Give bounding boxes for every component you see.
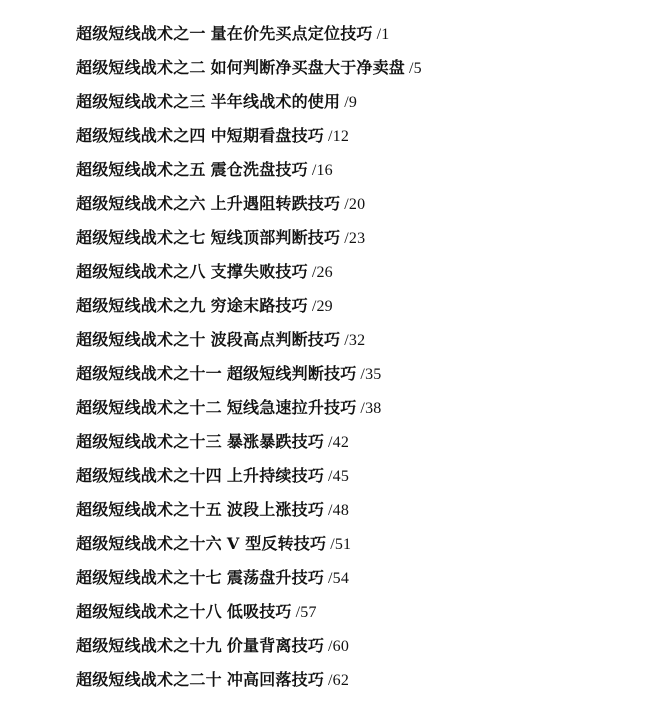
toc-entry-prefix: 超级短线战术之二十 — [76, 670, 222, 689]
toc-entry-title: V 型反转技巧 — [226, 534, 327, 553]
toc-entry — [76, 221, 636, 255]
toc-entry-page: /48 — [328, 502, 350, 519]
toc-entry — [76, 323, 636, 357]
toc-entry-page: /35 — [360, 366, 382, 383]
toc-entry — [76, 153, 636, 187]
toc-entry-title: 量在价先买点定位技巧 — [210, 24, 373, 43]
toc-entry-prefix: 超级短线战术之八 — [76, 262, 206, 281]
toc-entry — [76, 119, 636, 153]
toc-entry — [76, 187, 636, 221]
toc-entry-prefix: 超级短线战术之二 — [76, 58, 206, 77]
toc-entry — [76, 391, 636, 425]
toc-entry — [76, 51, 636, 85]
toc-entry-title: 上升持续技巧 — [226, 466, 325, 485]
toc-entry-title: 超级短线判断技巧 — [226, 364, 357, 383]
toc-entry-title: 半年线战术的使用 — [210, 92, 341, 111]
toc-entry-page: /57 — [295, 604, 317, 621]
toc-entry — [76, 527, 636, 561]
toc-entry-title: 穷途末路技巧 — [210, 296, 308, 315]
toc-entry-page: /60 — [328, 638, 350, 655]
toc-entry — [76, 17, 636, 51]
toc-entry-title: 短线顶部判断技巧 — [210, 228, 341, 247]
toc-entry-page: /32 — [344, 332, 366, 349]
toc-entry-prefix: 超级短线战术之十六 — [76, 534, 222, 553]
toc-entry-title: 波段上涨技巧 — [226, 500, 325, 519]
toc-entry — [76, 255, 636, 289]
toc-entry-title: 支撑失败技巧 — [210, 262, 308, 281]
toc-entry-title: 价量背离技巧 — [226, 636, 325, 655]
toc-entry-title: 暴涨暴跌技巧 — [226, 432, 325, 451]
toc-entry-prefix: 超级短线战术之五 — [76, 160, 206, 179]
toc-entry — [76, 289, 636, 323]
toc-entry-title: 震荡盘升技巧 — [226, 568, 325, 587]
toc-entry-page: /62 — [328, 672, 350, 689]
toc-entry-page: /16 — [311, 162, 333, 179]
toc-entry — [76, 459, 636, 493]
toc-entry-prefix: 超级短线战术之十七 — [76, 568, 222, 587]
toc-entry-title: 如何判断净买盘大于净卖盘 — [210, 58, 406, 77]
toc-entry-page: /5 — [409, 60, 422, 77]
toc-entry-page: /54 — [328, 570, 350, 587]
toc-entry-title: 低吸技巧 — [226, 602, 292, 621]
toc-entry-prefix: 超级短线战术之十四 — [76, 466, 222, 485]
toc-entry-prefix: 超级短线战术之十五 — [76, 500, 222, 519]
toc-entry-page: /20 — [344, 196, 366, 213]
toc-entry-page: /23 — [344, 230, 366, 247]
toc-entry — [76, 595, 636, 629]
toc-entry-prefix: 超级短线战术之十二 — [76, 398, 222, 417]
toc-entry-prefix: 超级短线战术之十 — [76, 330, 206, 349]
toc-entry-prefix: 超级短线战术之七 — [76, 228, 206, 247]
toc-entry-title: 上升遇阻转跌技巧 — [210, 194, 341, 213]
toc-entry-page: /38 — [360, 400, 382, 417]
toc-entry-prefix: 超级短线战术之三 — [76, 92, 206, 111]
toc-entry-prefix: 超级短线战术之十三 — [76, 432, 222, 451]
toc-entry-title: 波段高点判断技巧 — [210, 330, 341, 349]
toc-entry-page: /9 — [344, 94, 358, 111]
toc-entry — [76, 629, 636, 663]
toc-entry-prefix: 超级短线战术之十八 — [76, 602, 222, 621]
toc-entry-page: /26 — [311, 264, 333, 281]
toc-entry-title: 中短期看盘技巧 — [210, 126, 325, 145]
toc-entry — [76, 493, 636, 527]
toc-entry-page: /12 — [328, 128, 350, 145]
toc-entry — [76, 85, 636, 119]
toc-entry-prefix: 超级短线战术之一 — [76, 24, 206, 43]
toc-entry-prefix: 超级短线战术之九 — [76, 296, 206, 315]
toc-entry — [76, 561, 636, 595]
toc-entry-prefix: 超级短线战术之十一 — [76, 364, 222, 383]
toc-entry — [76, 357, 636, 391]
toc-entry — [76, 663, 636, 697]
toc-entry-title: 冲高回落技巧 — [226, 670, 325, 689]
toc-entry-page: /1 — [376, 26, 390, 43]
toc-entry-page: /51 — [330, 536, 352, 553]
table-of-contents — [76, 17, 636, 697]
toc-entry-page: /42 — [328, 434, 350, 451]
toc-entry-prefix: 超级短线战术之四 — [76, 126, 206, 145]
toc-entry-title: 震仓洗盘技巧 — [210, 160, 308, 179]
toc-entry-prefix: 超级短线战术之十九 — [76, 636, 222, 655]
toc-entry-prefix: 超级短线战术之六 — [76, 194, 206, 213]
toc-entry-page: /29 — [311, 298, 333, 315]
toc-entry-page: /45 — [328, 468, 350, 485]
toc-entry — [76, 425, 636, 459]
toc-entry-title: 短线急速拉升技巧 — [226, 398, 357, 417]
